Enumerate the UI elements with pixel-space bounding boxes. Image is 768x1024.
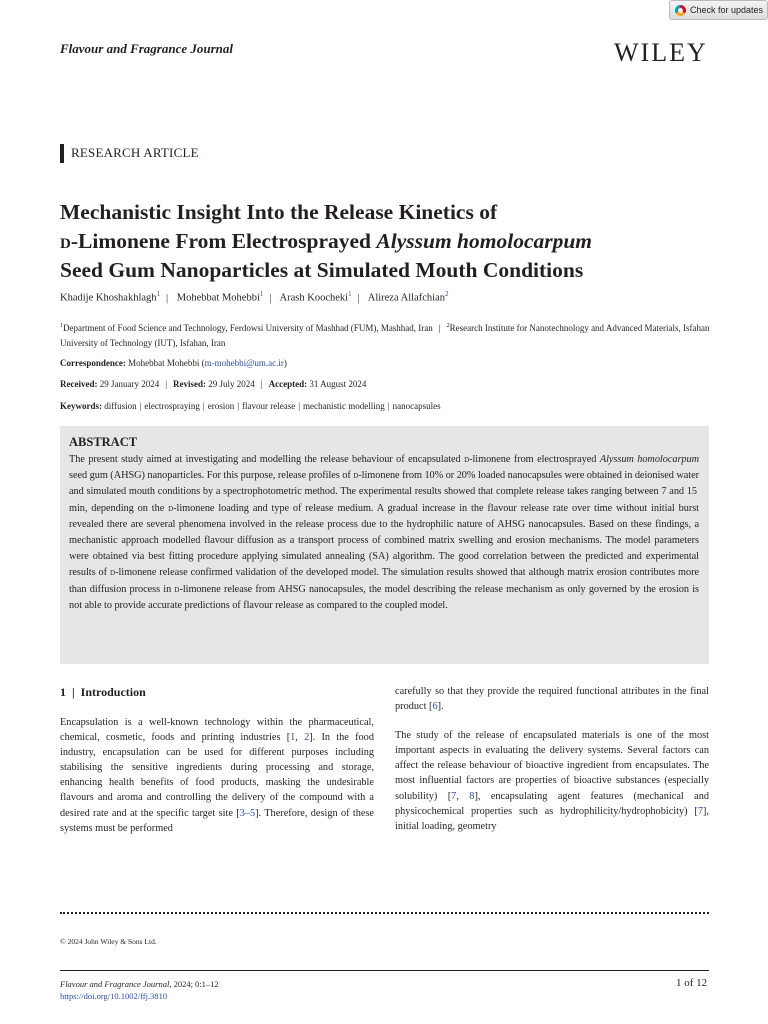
small-caps-d: d bbox=[168, 502, 174, 514]
keyword: flavour release bbox=[242, 401, 296, 411]
reference-link[interactable]: 2 bbox=[304, 732, 310, 744]
article-dates: Received: 29 January 2024 | Revised: 29 July 2024 | Accepted: 31 August 2024 bbox=[60, 379, 367, 389]
accepted-label: Accepted: bbox=[268, 379, 308, 389]
section-heading-introduction: 1 | Introduction bbox=[60, 685, 146, 699]
reference-link[interactable]: 7 bbox=[451, 790, 457, 802]
abstract-segment: The present study aimed at investigating and modelling the release behaviour of encapsulated bbox=[69, 454, 465, 465]
body-column-left bbox=[60, 715, 374, 850]
revised-date: 29 July 2024 bbox=[208, 379, 255, 389]
footer-divider bbox=[60, 970, 709, 971]
small-caps-d: d bbox=[464, 454, 470, 465]
text-segment: ]. bbox=[437, 701, 444, 713]
correspondence-label: Correspondence: bbox=[60, 358, 126, 368]
affiliation-1: Department of Food Science and Technology, Ferdowsi University of Mashhad (FUM), Mashhad, Iran bbox=[63, 323, 433, 333]
article-title bbox=[60, 198, 720, 285]
correspondence: Correspondence: Mohebbat Mohebbi (m-mohebbi@um.ac.ir) bbox=[60, 358, 287, 368]
footnote-divider bbox=[60, 912, 709, 914]
small-caps-d: d bbox=[353, 470, 359, 482]
abstract-segment: seed gum (AHSG) nanoparticles. For this purpose, release profiles of bbox=[69, 470, 354, 482]
check-for-updates-button[interactable] bbox=[669, 0, 768, 20]
correspondence-name: Mohebbat Mohebbi bbox=[128, 358, 200, 368]
journal-name: Flavour and Fragrance Journal bbox=[60, 41, 234, 56]
article-type: RESEARCH ARTICLE bbox=[71, 145, 199, 160]
keyword: erosion bbox=[207, 401, 235, 411]
text-segment: The study of the release of encapsulated materials is one of the most important aspects in evaluating the delivery systems. Several factors can affect the release behaviour of bioactive ingredient from encapsulates. The most influential factors are properties of bioactive substances (especially solubility) [ bbox=[395, 730, 709, 802]
reference-link[interactable]: 8 bbox=[469, 790, 475, 802]
check-for-updates-label: Check for updates bbox=[690, 5, 764, 15]
correspondence-email-link[interactable]: m-mohebbi@um.ac.ir bbox=[204, 358, 284, 368]
title-line-3: Seed Gum Nanoparticles at Simulated Mouth Conditions bbox=[60, 258, 584, 282]
reference-link[interactable]: 6 bbox=[432, 701, 438, 713]
copyright-notice: © 2024 John Wiley & Sons Ltd. bbox=[60, 937, 157, 946]
affiliation-2: Research Institute for Nanotechnology and Advanced Materials, Isfahan University of Technology (IUT), Isfahan, Iran bbox=[60, 323, 710, 348]
text-segment: ]. In the food industry, encapsulation can be used for different purposes including stabilising the sensitive ingredients during processing and storage, enhancing health benefits of food products, masking the undesirable flavours and aroma and controlling the delivery of the compound with a desired rate and at the specific target site [ bbox=[60, 732, 374, 819]
title-line-1: Mechanistic Insight Into the Release Kinetics of bbox=[60, 200, 498, 224]
author-list: Khadije Khoshakhlagh$^1$ | Mohebbat Mohebbi$^1$ | Arash Koocheki$^1$ | Alireza Allafchian$^2$ bbox=[60, 290, 449, 304]
abstract-segment: -limonene from electrosprayed bbox=[469, 454, 600, 465]
title-line-2: -Limonene From Electrosprayed bbox=[70, 229, 377, 253]
author-name[interactable]: Mohebbat Mohebbi bbox=[176, 292, 260, 304]
text-segment: , bbox=[456, 790, 470, 802]
paragraph bbox=[60, 715, 374, 836]
text-segment: ]. Therefore, design of these systems must be performed bbox=[60, 807, 375, 834]
keywords: Keywords: diffusion | electrospraying | erosion | flavour release | mechanistic modelling | nanocapsules bbox=[60, 401, 441, 411]
author-name[interactable]: Alireza Allafchian bbox=[367, 292, 445, 304]
page-number: 1 of 12 bbox=[676, 977, 708, 989]
doi-link[interactable]: https://doi.org/10.1002/ffj.3810 bbox=[60, 991, 168, 1001]
accepted-date: 31 August 2024 bbox=[309, 379, 367, 389]
footer-citation bbox=[60, 978, 219, 1002]
article-type-marker bbox=[60, 144, 64, 163]
abstract-segment: -limonene from 10% or 20% loaded nanocapsules were obtained in deionised water and simulated mouth conditions by a spectrophotometric method. The experimental results showed that complete release takes ranging between 7 and 15 min, depending on the bbox=[69, 470, 699, 514]
author-affiliation-mark[interactable]: 1 bbox=[259, 290, 264, 298]
paragraph bbox=[395, 684, 709, 714]
author-affiliation-mark[interactable]: 1 bbox=[348, 290, 352, 298]
small-caps-d: d bbox=[174, 583, 180, 595]
text-segment: ], initial loading, geometry bbox=[395, 805, 709, 832]
reference-link[interactable]: 7 bbox=[697, 805, 703, 817]
footer-volume-info: , 2024; 0:1–12 bbox=[169, 979, 219, 989]
small-caps-d: d bbox=[110, 567, 116, 579]
affiliation-number: 1 bbox=[60, 323, 63, 329]
keyword: diffusion bbox=[104, 401, 137, 411]
keyword: mechanistic modelling bbox=[303, 401, 385, 411]
crossmark-icon bbox=[675, 5, 686, 16]
reference-link[interactable]: 1 bbox=[290, 732, 296, 744]
abstract-segment: -limonene release confirmed validation of the developed model. The simulation results showed that although matrix erosion contributes more than diffusion process in bbox=[69, 567, 699, 595]
author-name[interactable]: Arash Koocheki bbox=[279, 292, 349, 304]
footer-journal-name: Flavour and Fragrance Journal bbox=[60, 979, 170, 989]
affiliation-number: 2 bbox=[446, 323, 450, 329]
body-column-right bbox=[395, 684, 709, 848]
text-segment: carefully so that they provide the required functional attributes in the final product [ bbox=[395, 686, 709, 713]
keyword: nanocapsules bbox=[392, 401, 441, 411]
author-affiliation-mark[interactable]: 1 bbox=[156, 290, 161, 298]
revised-label: Revised: bbox=[173, 379, 207, 389]
keywords-label: Keywords: bbox=[60, 401, 102, 411]
received-label: Received: bbox=[60, 379, 98, 389]
received-date: 29 January 2024 bbox=[99, 379, 160, 389]
publisher-logo: WILEY bbox=[614, 38, 708, 67]
reference-link[interactable]: 3–5 bbox=[239, 807, 256, 819]
abstract-species: Alyssum homolocarpum bbox=[599, 454, 699, 465]
abstract-segment: -limonene release from AHSG nanocapsules, the model describing the release mechanism as only governed by the erosion is not able to provide accurate predictions of flavour release as compared to the coupled model. bbox=[69, 583, 699, 611]
title-species: Alyssum homolocarpum bbox=[376, 229, 593, 253]
abstract-text bbox=[69, 452, 699, 614]
abstract-heading: ABSTRACT bbox=[69, 435, 138, 449]
title-d-prefix: d bbox=[60, 229, 71, 253]
text-segment: Encapsulation is a well-known technology within the pharmaceutical, chemical, cosmetic, foods and printing industries [ bbox=[60, 717, 374, 744]
affiliations: $^1$Department of Food Science and Technology, Ferdowsi University of Mashhad (FUM), Mashhad, Iran | $^2$Research Institute for Nanotechnology and Advanced Materials, Isfahan University of Technology (IUT), Isfahan, Iran bbox=[60, 323, 710, 348]
paragraph bbox=[395, 728, 709, 834]
text-segment: , bbox=[295, 732, 305, 744]
text-segment: ], encapsulating agent features (mechanical and physicochemical properties such as hydrophilicity/hydrophobicity) [ bbox=[395, 790, 710, 817]
keyword: electrospraying bbox=[144, 401, 200, 411]
author-affiliation-mark[interactable]: 2 bbox=[445, 290, 449, 298]
author-name[interactable]: Khadije Khoshakhlagh bbox=[60, 292, 157, 304]
abstract-segment: -limonene loading and type of release medium. A gradual increase in the flavour release rate over time without initial burst revealed there are several phenomena involved in the release process due to the hydrophilic nature of AHSG nanocapsules. Based on these findings, a mechanistic approach modelled flavour diffusion as a transport process of combined matrix swelling and erosion mechanisms. The model parameters were obtained via best fitting procedure applying simulated annealing (SA) algorithm. The good correlation between the predicted and experimental results of bbox=[69, 502, 699, 579]
